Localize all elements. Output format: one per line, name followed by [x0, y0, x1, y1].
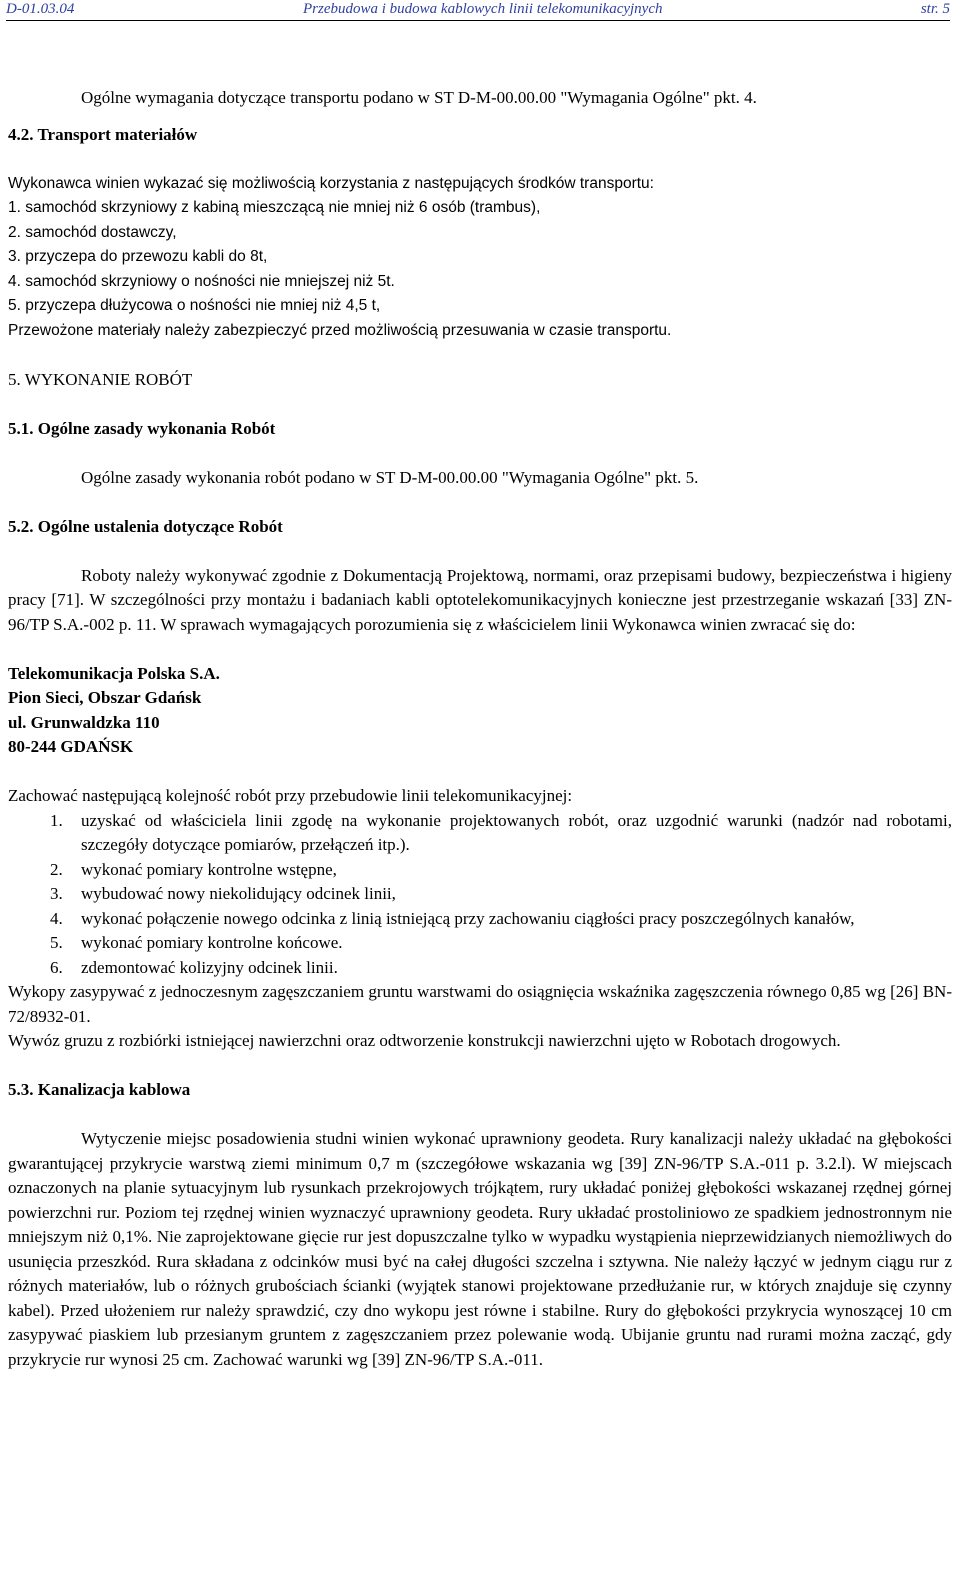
- section-5-3-heading: 5.3. Kanalizacja kablowa: [8, 1080, 191, 1099]
- transport-item: 2. samochód dostawczy,: [8, 223, 177, 241]
- section-5-2-heading: 5.2. Ogólne ustalenia dotyczące Robót: [8, 516, 283, 536]
- address-line: 80-244 GDAŃSK: [8, 737, 134, 756]
- list-item: [8, 858, 952, 883]
- section-5-1-text: Ogólne zasady wykonania robót podano w ST D-M-00.00.00 "Wymagania Ogólne" pkt. 5.: [81, 467, 699, 487]
- step-text: wybudować nowy niekolidujący odcinek linii,: [81, 884, 396, 903]
- order-intro: Zachować następującą kolejność robót przy przebudowie linii telekomunikacyjnej:: [8, 786, 573, 805]
- step-number: 2.: [50, 859, 63, 879]
- header-page-number: str. 5: [920, 1, 950, 17]
- header-code: D-01.03.04: [6, 1, 75, 17]
- transport-note: Przewożone materiały należy zabezpieczyć przed możliwością przesuwania w czasie transportu.: [8, 321, 672, 339]
- step-text: wykonać pomiary kontrolne końcowe.: [81, 933, 343, 952]
- order-steps-list: [8, 809, 952, 981]
- list-item: [8, 882, 952, 907]
- page-content: [8, 86, 952, 1372]
- step-number: 5.: [50, 933, 63, 952]
- list-item: [8, 907, 952, 932]
- step-text: wykonać pomiary kontrolne wstępne,: [81, 859, 337, 879]
- step-number: 6.: [50, 957, 63, 977]
- section-5-heading: 5. WYKONANIE ROBÓT: [8, 369, 193, 389]
- step-number: 3.: [50, 884, 63, 903]
- address-line: ul. Grunwaldzka 110: [8, 712, 160, 732]
- header-title: Przebudowa i budowa kablowych linii telekomunikacyjnych: [303, 1, 663, 17]
- page-header: [6, 0, 950, 21]
- step-text: wykonać połączenie nowego odcinka z linią istniejącą przy zachowaniu ciągłości pracy poszczególnych kanałów,: [81, 908, 855, 928]
- transport-intro: Ogólne wymagania dotyczące transportu podano w ST D-M-00.00.00 "Wymagania Ogólne" pkt. 4.: [81, 88, 757, 107]
- section-5-2-paragraph: Roboty należy wykonywać zgodnie z Dokumentacją Projektową, normami, oraz przepisami budowy, bezpieczeństwa i higieny pracy [71]. W szczególności przy montażu i badaniach kabli optotelekomunikacyjnych konieczne jest przestrzeganie wskazań [33] ZN-96/TP S.A.-002 p. 11. W sprawach wymagających porozumienia się z właścicielem linii Wykonawca winien zwracać się do:: [8, 565, 952, 634]
- section-5-1-heading: 5.1. Ogólne zasady wykonania Robót: [8, 418, 276, 438]
- transport-intro-text: Wykonawca winien wykazać się możliwością korzystania z następujących środków transportu:: [8, 174, 654, 192]
- address-line: Pion Sieci, Obszar Gdańsk: [8, 688, 202, 707]
- list-item: [8, 809, 952, 858]
- section-5-3-paragraph: Wytyczenie miejsc posadowienia studni winien wykonać uprawniony geodeta. Rury kanalizacji należy układać na głębokości gwarantującej przykrycie warstwą ziemi minimum 0,7 m (szczegółowe wskazania wg [39] ZN-96/TP S.A.-011 p. 3.2.l). W miejscach oznaczonych na planie sytuacyjnym lub rysunkach przekrojowych trójkątem, rury układać poniżej głębokości wskazanej rzędnej górnej powierzchni rur. Poziom tej rzędnej winien wyznaczyć uprawniony geodeta. Rury układać prostoliniowo ze spadkiem jednostronnym nie mniejszym niż 0,1%. Nie zaprojektowane gięcie rur jest dopuszczalne tylko w wypadku wystąpienia nieprzewidzianych niemożliwych do usunięcia przeszkód. Rura składana z odcinków musi być na całej długości szczelna i sztywna. Nie należy łączyć w jednym ciągu rur z różnych materiałów, lub o różnych grubościach ścianki (wyjątek stanowi projektowane przedłużanie rur, w których znajduje się czynny kabel). Przed ułożeniem rur należy sprawdzić, czy dno wykopu jest równe i stabilne. Rury do głębokości przykrycia wynoszącej 10 cm zasypywać piaskiem lub przesianym gruntem z zagęszczaniem przez polewanie wodą. Ubijanie gruntu nad rurami można zacząć, gdy przykrycie rur wynosi 25 cm. Zachować warunki wg [39] ZN-96/TP S.A.-011.: [8, 1129, 952, 1369]
- step-number: 1.: [50, 810, 63, 830]
- list-item: [8, 931, 952, 956]
- step-text: uzyskać od właściciela linii zgodę na wykonanie projektowanych robót, oraz uzgodnić warunki (nadzór nad robotami, szczegóły dotyczące pomiarów, przełączeń itp.).: [81, 810, 952, 854]
- transport-item: 1. samochód skrzyniowy z kabiną mieszczącą nie mniej niż 6 osób (trambus),: [8, 199, 541, 216]
- rubble-paragraph: Wywóz gruzu z rozbiórki istniejącej nawierzchni oraz odtworzenie konstrukcji nawierzchni ujęto w Robotach drogowych.: [8, 1031, 841, 1050]
- step-number: 4.: [50, 908, 63, 928]
- section-4-2-heading: 4.2. Transport materiałów: [8, 124, 198, 144]
- address-line: Telekomunikacja Polska S.A.: [8, 663, 220, 683]
- transport-item: 5. przyczepa dłużycowa o nośności nie mniej niż 4,5 t,: [8, 297, 381, 314]
- transport-item: 4. samochód skrzyniowy o nośności nie mniejszej niż 5t.: [8, 272, 395, 290]
- backfill-paragraph: Wykopy zasypywać z jednoczesnym zagęszczaniem gruntu warstwami do osiągnięcia wskaźnika zagęszczenia równego 0,85 wg [26] BN-72/8932-01.: [8, 982, 952, 1026]
- list-item: [8, 956, 952, 981]
- step-text: zdemontować kolizyjny odcinek linii.: [81, 957, 338, 977]
- transport-item: 3. przyczepa do przewozu kabli do 8t,: [8, 248, 268, 265]
